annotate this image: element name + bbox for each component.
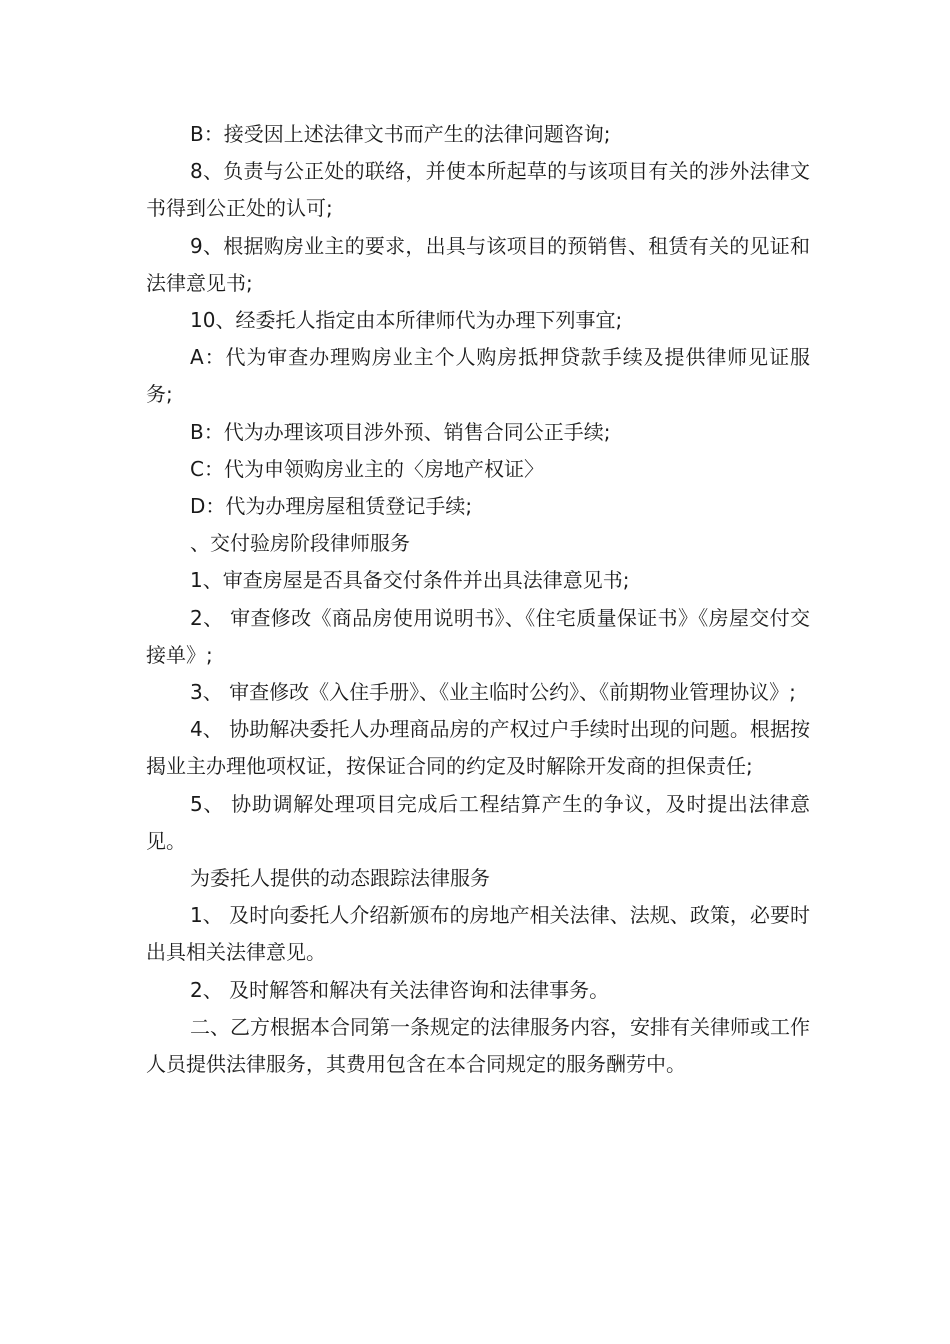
paragraph-subitem-d: D：代为办理房屋租赁登记手续; <box>190 494 473 519</box>
paragraph-delivery-2: 2、 审查修改《商品房使用说明书》、《住宅质量保证书》《房屋交付交接单》; <box>146 605 810 667</box>
paragraph-item-8: 8、负责与公正处的联络，并使本所起草的与该项目有关的涉外法律文书得到公正处的认可; <box>146 159 810 221</box>
paragraph-subitem-c: C：代为申领购房业主的〈房地产权证〉 <box>190 456 544 481</box>
document-body <box>146 116 810 1083</box>
paragraph-delivery-1: 1、审查房屋是否具备交付条件并出具法律意见书; <box>190 568 630 593</box>
paragraph-delivery-4: 4、 协助解决委托人办理商品房的产权过户手续时出现的问题。根据按揭业主办理他项权证，按保证合同的约定及时解除开发商的担保责任; <box>146 717 810 779</box>
paragraph-delivery-5: 5、 协助调解处理项目完成后工程结算产生的争议，及时提出法律意见。 <box>146 791 810 853</box>
paragraph-clause-two: 二、乙方根据本合同第一条规定的法律服务内容，安排有关律师或工作人员提供法律服务，其费用包含在本合同规定的服务酬劳中。 <box>146 1014 810 1077</box>
paragraph-subitem-a: A：代为审查办理购房业主个人购房抵押贷款手续及提供律师见证服务; <box>146 345 810 407</box>
section-heading-tracking: 为委托人提供的动态跟踪法律服务 <box>190 866 490 891</box>
paragraph-item-9: 9、根据购房业主的要求，出具与该项目的预销售、租赁有关的见证和法律意见书; <box>146 233 810 295</box>
paragraph-item-10: 10、经委托人指定由本所律师代为办理下列事宜; <box>190 308 623 333</box>
paragraph-tracking-2: 2、 及时解答和解决有关法律咨询和法律事务。 <box>190 977 610 1002</box>
paragraph-item-b-consult: B：接受因上述法律文书而产生的法律问题咨询; <box>190 122 611 146</box>
section-heading-delivery: 、交付验房阶段律师服务 <box>190 531 410 556</box>
paragraph-delivery-3: 3、 审查修改《入住手册》、《业主临时公约》、《前期物业管理协议》; <box>190 680 796 705</box>
paragraph-subitem-b: B：代为办理该项目涉外预、销售合同公正手续; <box>190 419 611 444</box>
paragraph-tracking-1: 1、 及时向委托人介绍新颁布的房地产相关法律、法规、政策，必要时出具相关法律意见。 <box>146 903 810 965</box>
